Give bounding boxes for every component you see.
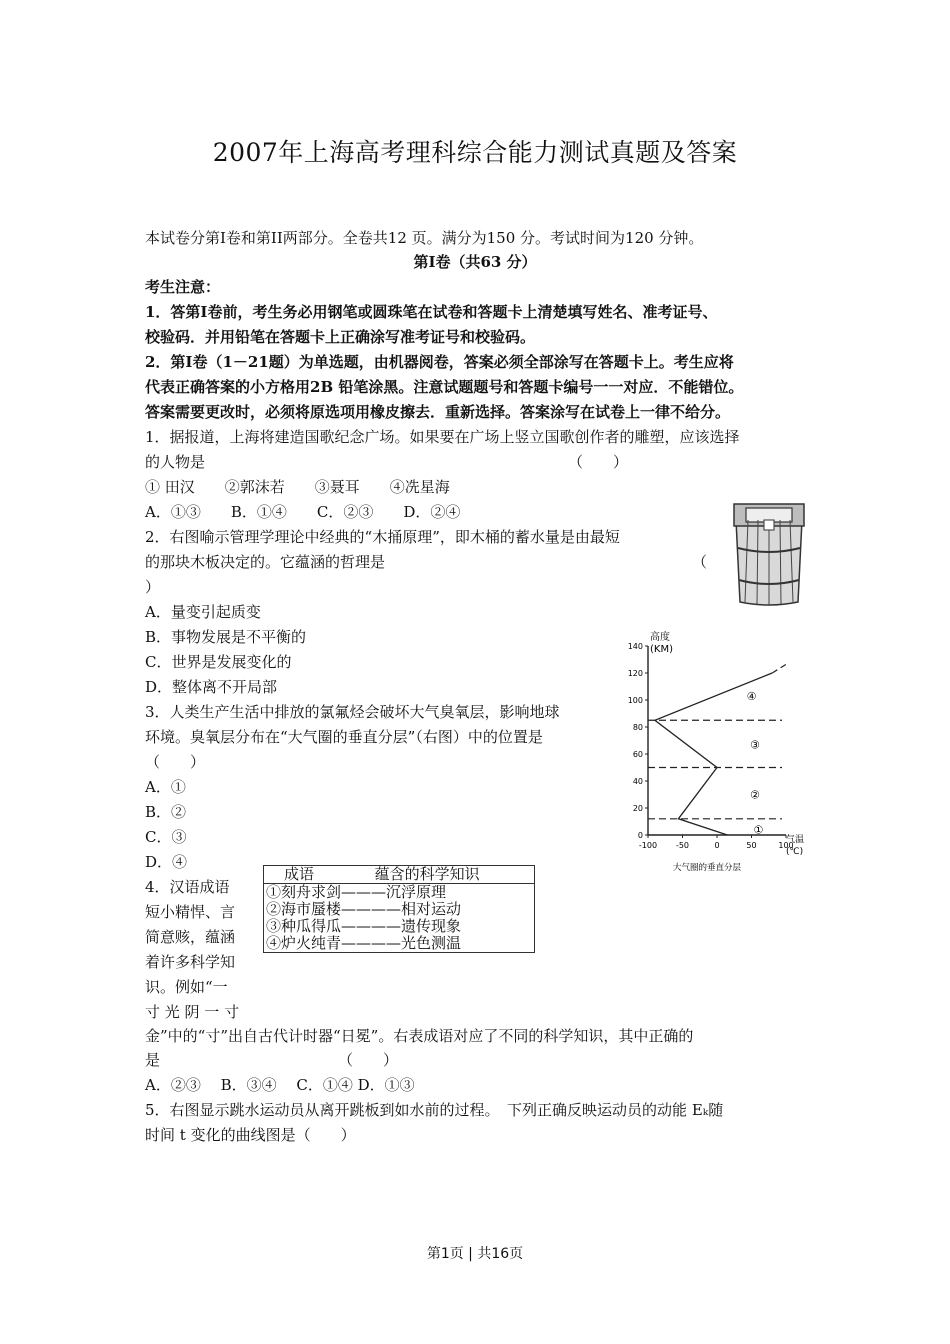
q3-option-a: A．①	[145, 778, 186, 796]
table-header-cell: 成语	[264, 866, 335, 884]
notice-line: 代表正确答案的小方格用2B 铅笔涂黑。注意试题题号和答题卡编号一一对应．不能错位。	[145, 378, 744, 396]
y-tick-label: 40	[632, 777, 643, 786]
y-tick-label: 60	[632, 750, 643, 759]
q4-stem-col: 寸 光 阴 一 寸	[145, 1003, 240, 1021]
section-heading: 第Ⅰ卷（共63 分）	[413, 253, 537, 271]
chart-xlabel: 气温	[786, 835, 805, 845]
q5-stem-cont: 时间 t 变化的曲线图是（ ）	[145, 1126, 356, 1144]
q4-stem-col: 4．汉语成语	[145, 878, 230, 896]
q3-stem: 3．人类生产生活中排放的氯氟烃会破坏大气臭氧层，影响地球	[145, 703, 560, 721]
q4-stem-cont: 金”中的“寸”出自古代计时器“日冕”。右表成语对应了不同的科学知识，其中正确的	[145, 1027, 694, 1045]
q3-option-c: C．③	[145, 828, 187, 846]
y-tick-label: 20	[632, 804, 643, 813]
table-cell: ③种瓜得瓜————遗传现象	[266, 917, 462, 935]
q1-items: ① 田汉 ②郭沫若 ③聂耳 ④冼星海	[145, 478, 450, 496]
q2-option-d: D．整体离不开局部	[145, 678, 278, 696]
q1-answer-paren: （ ）	[568, 453, 629, 471]
x-tick-label: 50	[746, 841, 757, 850]
q3-option-d: D．④	[145, 853, 188, 871]
page-title: 2007年上海高考理科综合能力测试真题及答案	[212, 138, 738, 167]
layer-label: ①	[753, 823, 764, 837]
atmosphere-layers-chart	[618, 630, 813, 875]
q3-answer-paren: （ ）	[145, 753, 206, 771]
q4-answer-paren: （ ）	[338, 1051, 399, 1069]
q4-choices: A．②③ B．③④ C．①④ D．①③	[145, 1076, 415, 1094]
q3-stem-cont: 环境。臭氧层分布在“大气圈的垂直分层”（右图）中的位置是	[145, 728, 543, 746]
q2-option-a: A．量变引起质变	[145, 603, 261, 621]
q3-option-b: B．②	[145, 803, 187, 821]
table-cell: ①刻舟求剑———沉浮原理	[266, 883, 447, 901]
page-footer: 第1页 | 共16页	[426, 1246, 524, 1262]
layer-label: ④	[746, 689, 757, 703]
q2-option-c: C．世界是发展变化的	[145, 653, 292, 671]
table-row	[264, 884, 535, 902]
q2-paren-open: （	[692, 553, 708, 571]
y-tick-label: 100	[627, 696, 643, 705]
table-row	[264, 918, 535, 935]
y-tick-label: 80	[632, 723, 643, 732]
q1-stem-cont: 的人物是	[145, 453, 206, 471]
temperature-profile-extension	[772, 663, 788, 673]
table-row	[264, 935, 535, 953]
q2-stem: 2．右图喻示管理学理论中经典的“木捅原理”，即木桶的蓄水量是由最短	[145, 528, 620, 546]
notice-line: 校验码．并用铅笔在答题卡上正确涂写准考证号和校验码。	[145, 328, 536, 346]
layer-label: ②	[750, 788, 760, 802]
notice-line: 2．第Ⅰ卷（1－21题）为单选题，由机器阅卷，答案必须全部涂写在答题卡上。考生应将	[145, 353, 734, 371]
q2-option-b: B．事物发展是不平衡的	[145, 628, 307, 646]
x-tick-label: 100	[778, 841, 794, 850]
table-cell: ②海市蜃楼————相对运动	[266, 900, 462, 918]
y-tick-label: 140	[627, 642, 643, 651]
idiom-science-table	[263, 865, 535, 953]
table-header-row	[264, 866, 535, 884]
q1-stem: 1．据报道，上海将建造国歌纪念广场。如果要在广场上竖立国歌创作者的雕塑，应该选择	[145, 428, 740, 446]
x-tick-label: 0	[714, 841, 720, 850]
wooden-bucket-figure	[728, 498, 810, 608]
q2-stem-cont: 的那块木板决定的。它蕴涵的哲理是	[145, 553, 386, 571]
y-tick-label: 120	[627, 669, 643, 678]
chart-ylabel: 高度	[650, 632, 670, 643]
chart-xunit: (℃)	[786, 847, 804, 857]
x-tick-label: -50	[675, 841, 690, 850]
notice-heading: 考生注意：	[145, 278, 221, 296]
x-tick-label: -100	[638, 841, 658, 850]
notice-line: 1．答第Ⅰ卷前，考生务必用钢笔或圆珠笔在试卷和答题卡上清楚填写姓名、准考证号、	[145, 303, 718, 321]
table-header-cell: 蕴含的科学知识	[335, 866, 535, 884]
q4-stem-col: 短小精悍、言	[145, 903, 236, 921]
chart-caption: 大气圈的垂直分层	[673, 863, 742, 873]
q4-stem-col: 识。例如“一	[145, 978, 228, 996]
layer-label: ③	[750, 738, 760, 752]
q2-paren-close: ）	[145, 578, 161, 596]
notice-line: 答案需要更改时，必须将原选项用橡皮擦去．重新选择。答案涂写在试卷上一律不给分。	[145, 403, 731, 421]
q4-stem-col: 着许多科学知	[145, 953, 236, 971]
q5-stem: 5．右图显示跳水运动员从离开跳板到如水前的过程。 下列正确反映运动员的动能 Eₖ随	[145, 1101, 724, 1119]
chart-yunit: (KM)	[650, 644, 673, 655]
y-tick-label: 0	[637, 831, 643, 840]
q4-stem-col: 简意赅，蕴涵	[145, 928, 236, 946]
intro-text: 本试卷分第Ⅰ卷和第II两部分。全卷共12 页。满分为150 分。考试时间为120 分钟。	[145, 229, 704, 247]
table-cell: ④炉火纯青————光色测温	[266, 934, 462, 952]
q4-stem-is: 是	[145, 1051, 161, 1069]
table-row	[264, 901, 535, 918]
q1-choices: A．①③ B．①④ C．②③ D．②④	[145, 503, 461, 521]
